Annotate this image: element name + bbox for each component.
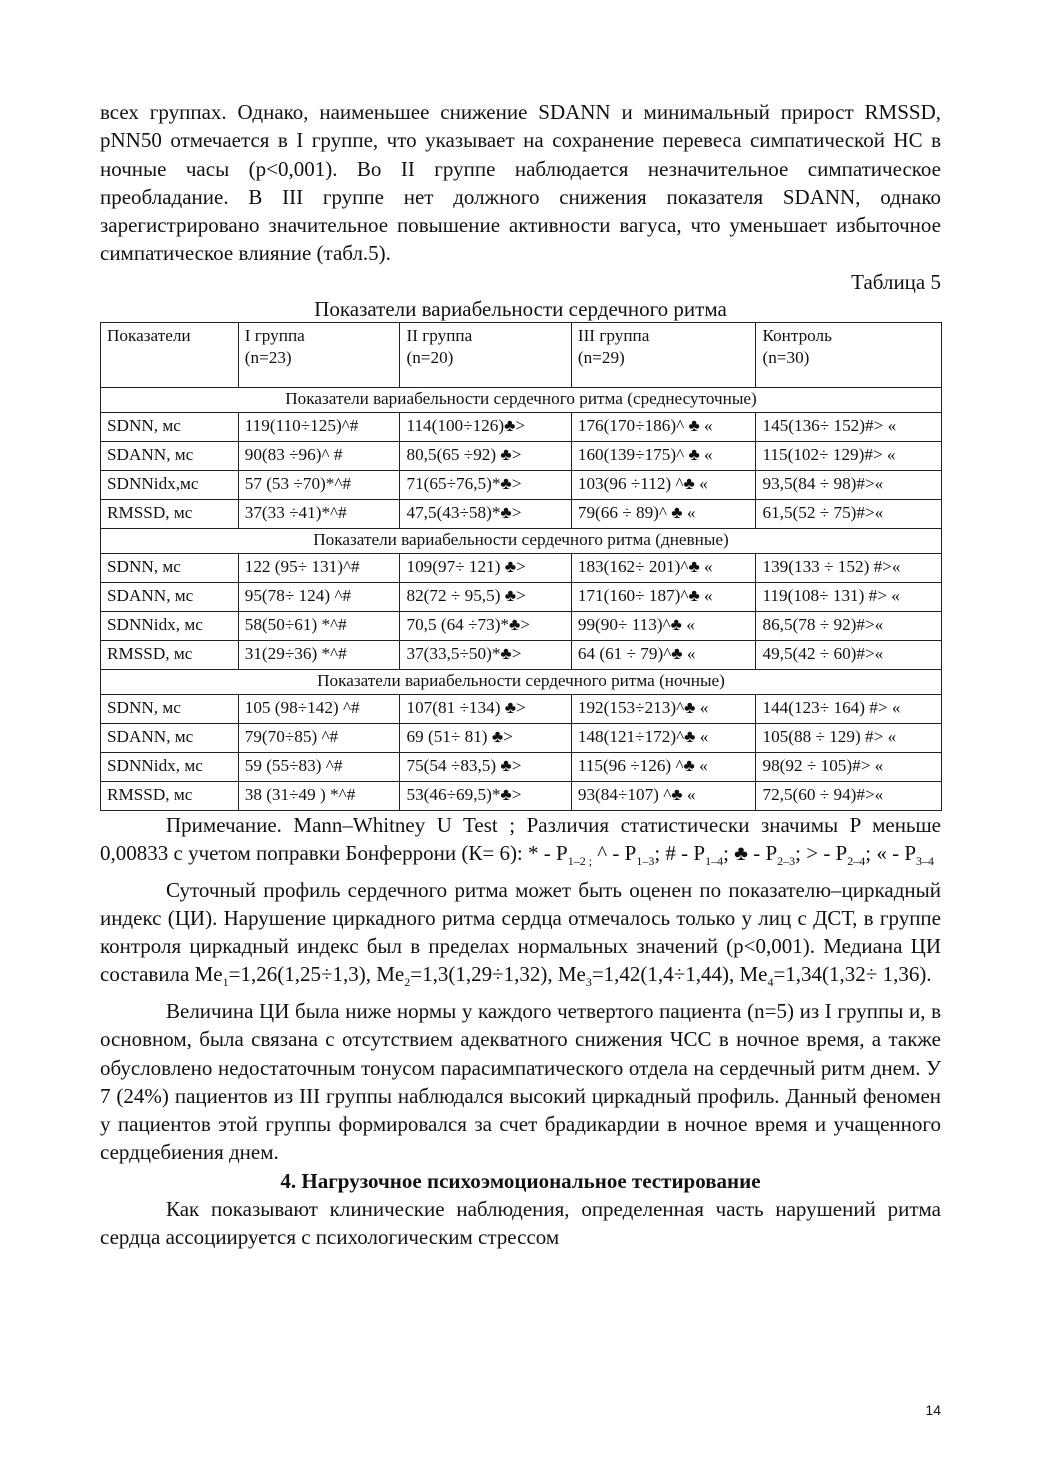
table-row <box>101 441 942 470</box>
table-section-title: Показатели вариабельности сердечного ритма (среднесуточные) <box>101 387 942 412</box>
table-row <box>101 752 942 781</box>
table-cell: 90(83 ÷96)^ # <box>238 441 400 470</box>
table-row <box>101 553 942 582</box>
table-row <box>101 781 942 810</box>
table-cell: 192(153÷213)^♣ « <box>571 694 756 723</box>
table-cell: 103(96 ÷112) ^♣ « <box>571 470 756 499</box>
paragraph-ci-value: Величина ЦИ была ниже нормы у каждого четвертого пациента (n=5) из I группы и, в основном, была связана с отсутствием адекватного снижения ЧСС в ночное время, а также обусловлено недостаточным тонусом парасимпатического отдела на сердечный ритм днем. У 7 (24%) пациентов из III группы наблюдался высокий циркадный профиль. Данный феномен у пациентов этой группы формировался за счет брадикардии в ночное время и учащенного сердцебиения днем. <box>100 998 941 1165</box>
table-cell: 107(81 ÷134) ♣> <box>400 694 571 723</box>
table-row-label: SDNN, мс <box>101 553 239 582</box>
table-cell: 176(170÷186)^ ♣ « <box>571 412 756 441</box>
table-cell: 183(162÷ 201)^♣ « <box>571 553 756 582</box>
table-row <box>101 611 942 640</box>
table-header-cell: I группа (n=23) <box>238 322 400 387</box>
table-cell: 47,5(43÷58)*♣> <box>400 499 571 528</box>
table-section-title: Показатели вариабельности сердечного ритма (дневные) <box>101 528 942 553</box>
table-row-label: SDNN, мс <box>101 694 239 723</box>
table-header-cell: III группа (n=29) <box>571 322 756 387</box>
table-cell: 109(97÷ 121) ♣> <box>400 553 571 582</box>
table-row-label: SDNNidx, мс <box>101 611 239 640</box>
table-cell: 98(92 ÷ 105)#> « <box>756 752 942 781</box>
table-cell: 57 (53 ÷70)*^# <box>238 470 400 499</box>
table-cell: 59 (55÷83) ^# <box>238 752 400 781</box>
table-cell: 79(66 ÷ 89)^ ♣ « <box>571 499 756 528</box>
table-label: Таблица 5 <box>851 269 941 294</box>
table-cell: 72,5(60 ÷ 94)#>« <box>756 781 942 810</box>
table-row-label: SDNN, мс <box>101 412 239 441</box>
table-section-title: Показатели вариабельности сердечного ритма (ночные) <box>101 669 942 694</box>
table-cell: 122 (95÷ 131)^# <box>238 553 400 582</box>
table-row <box>101 694 942 723</box>
table-header-cell: Контроль (n=30) <box>756 322 942 387</box>
table-row-label: RMSSD, мс <box>101 781 239 810</box>
table-row <box>101 470 942 499</box>
page-number: 14 <box>925 1402 941 1418</box>
table-cell: 105(88 ÷ 129) #> « <box>756 723 942 752</box>
table-row-label: SDNNidx,мс <box>101 470 239 499</box>
table-section-row <box>101 528 942 553</box>
table-cell: 93(84÷107) ^♣ « <box>571 781 756 810</box>
table-cell: 69 (51÷ 81) ♣> <box>400 723 571 752</box>
table-row-label: SDNNidx, мс <box>101 752 239 781</box>
table-cell: 82(72 ÷ 95,5) ♣> <box>400 582 571 611</box>
table-row-label: SDANN, мс <box>101 723 239 752</box>
table-cell: 171(160÷ 187)^♣ « <box>571 582 756 611</box>
table-cell: 145(136÷ 152)#> « <box>756 412 942 441</box>
table-cell: 53(46÷69,5)*♣> <box>400 781 571 810</box>
table-cell: 93,5(84 ÷ 98)#>« <box>756 470 942 499</box>
table-cell: 119(108÷ 131) #> « <box>756 582 942 611</box>
table-cell: 115(102÷ 129)#> « <box>756 441 942 470</box>
table-row <box>101 412 942 441</box>
table-cell: 160(139÷175)^ ♣ « <box>571 441 756 470</box>
table-cell: 99(90÷ 113)^♣ « <box>571 611 756 640</box>
table-cell: 80,5(65 ÷92) ♣> <box>400 441 571 470</box>
table-cell: 86,5(78 ÷ 92)#>« <box>756 611 942 640</box>
table-row <box>101 723 942 752</box>
table-cell: 119(110÷125)^# <box>238 412 400 441</box>
table-cell: 115(96 ÷126) ^♣ « <box>571 752 756 781</box>
table-cell: 49,5(42 ÷ 60)#>« <box>756 640 942 669</box>
section-heading: 4. Нагрузочное психоэмоциональное тестирование <box>280 1168 761 1193</box>
table-title: Показатели вариабельности сердечного ритма <box>314 296 727 321</box>
paragraph-intro: всех группах. Однако, наименьшее снижение SDANN и минимальный прирост RMSSD, pNN50 отмечается в I группе, что указывает на сохранение перевеса симпатической НС в ночные часы (p<0,001). Во II группе наблюдается незначительное симпатическое преобладание. В III группе нет должного снижения показателя SDANN, однако зарегистрировано значительное повышение активности вагуса, что уменьшает избыточное симпатическое влияние (табл.5). <box>100 100 941 266</box>
page-content <box>100 98 941 1251</box>
table-cell: 37(33,5÷50)*♣> <box>400 640 571 669</box>
table-row-label: RMSSD, мс <box>101 499 239 528</box>
table-cell: 71(65÷76,5)*♣> <box>400 470 571 499</box>
table-row <box>101 499 942 528</box>
table-cell: 105 (98÷142) ^# <box>238 694 400 723</box>
table-cell: 75(54 ÷83,5) ♣> <box>400 752 571 781</box>
table-cell: 31(29÷36) *^# <box>238 640 400 669</box>
table-row <box>101 640 942 669</box>
hrv-table <box>100 322 942 811</box>
table-cell: 58(50÷61) *^# <box>238 611 400 640</box>
table-cell: 64 (61 ÷ 79)^♣ « <box>571 640 756 669</box>
table-section-row <box>101 387 942 412</box>
paragraph-circadian: Суточный профиль сердечного ритма может быть оценен по показателю–циркадный индекс (ЦИ). Нарушение циркадного ритма сердца отмечалось только у лиц с ДСТ, в группе контроля циркадный индекс был в пределах нормальных значений (p<0,001). Медиана ЦИ составила $Me_1=1,26(1,25\div 1,3)$, $Me_2=1,3(1,29\div 1,32)$, $Me_3=1,42(1,4\div 1,44)$, $Me_4=1,34(1,32\div 1,36)$. <box>100 877 941 990</box>
table-cell: 79(70÷85) ^# <box>238 723 400 752</box>
table-cell: 37(33 ÷41)*^# <box>238 499 400 528</box>
table-note: Примечание. Mann–Whitney U Test ; Различия статистически значимы P меньше 0,00833 с учетом поправки Бонферрони (К= 6): * - $P_{1-2 ;}$ ^ - $P_{1-3}$; # - $P_{1-4}$; ♣ - $P_{2-3}$; > - $P_{2-4}$; « - $P_{3-4}$ <box>100 812 941 869</box>
table-cell: 148(121÷172)^♣ « <box>571 723 756 752</box>
paragraph-stress: Как показывают клинические наблюдения, определенная часть нарушений ритма сердца ассоциируется с психологическим стрессом <box>100 1196 941 1250</box>
table-cell: 139(133 ÷ 152) #>« <box>756 553 942 582</box>
table-header-row <box>101 322 942 387</box>
table-cell: 61,5(52 ÷ 75)#>« <box>756 499 942 528</box>
table-cell: 144(123÷ 164) #> « <box>756 694 942 723</box>
table-cell: 38 (31÷49 ) *^# <box>238 781 400 810</box>
table-cell: 114(100÷126)♣> <box>400 412 571 441</box>
table-cell: 95(78÷ 124) ^# <box>238 582 400 611</box>
table-row-label: RMSSD, мс <box>101 640 239 669</box>
table-section-row <box>101 669 942 694</box>
table-row-label: SDANN, мс <box>101 582 239 611</box>
table-row-label: SDANN, мс <box>101 441 239 470</box>
table-cell: 70,5 (64 ÷73)*♣> <box>400 611 571 640</box>
table-header-cell: II группа (n=20) <box>400 322 571 387</box>
table-row <box>101 582 942 611</box>
table-header-cell: Показатели <box>101 322 239 387</box>
